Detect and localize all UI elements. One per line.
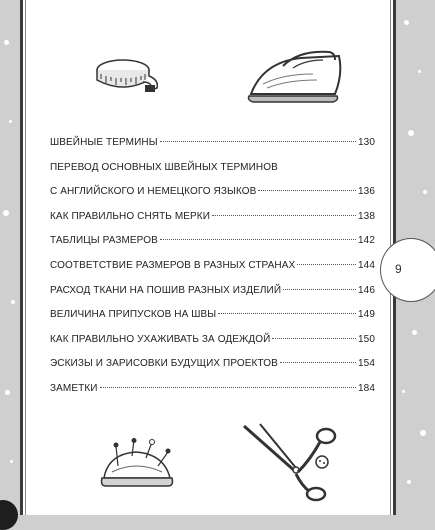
toc-leader-dots xyxy=(160,239,356,240)
toc-row[interactable] xyxy=(50,162,375,187)
toc-page-number: 142 xyxy=(358,235,375,247)
toc-title: ШВЕЙНЫЕ ТЕРМИНЫ xyxy=(50,137,158,148)
toc-page-number: 146 xyxy=(358,284,375,296)
toc-page-number: 154 xyxy=(358,358,375,370)
iron-icon xyxy=(243,44,353,106)
toc-title: ЭСКИЗЫ И ЗАРИСОВКИ БУДУЩИХ ПРОЕКТОВ xyxy=(50,358,278,370)
toc-title: ТАБЛИЦЫ РАЗМЕРОВ xyxy=(50,235,158,247)
toc-leader-dots xyxy=(100,387,356,388)
page-number-tab xyxy=(380,238,435,302)
pincushion-icon xyxy=(98,438,178,490)
toc-title: ЗАМЕТКИ xyxy=(50,382,98,394)
toc-row[interactable] xyxy=(50,358,375,383)
toc-row[interactable] xyxy=(50,186,375,211)
toc-page-number: 150 xyxy=(358,333,375,345)
toc-row[interactable] xyxy=(50,137,375,162)
toc-title: КАК ПРАВИЛЬНО СНЯТЬ МЕРКИ xyxy=(50,210,211,222)
toc-leader-dots xyxy=(218,313,356,314)
toc-leader-dots xyxy=(280,362,356,363)
toc-page-number: 138 xyxy=(358,210,375,222)
toc-title: КАК ПРАВИЛЬНО УХАЖИВАТЬ ЗА ОДЕЖДОЙ xyxy=(50,333,271,345)
book-page xyxy=(20,0,396,515)
toc-leader-dots xyxy=(297,264,356,265)
toc-row[interactable] xyxy=(50,309,375,334)
toc-leader-dots xyxy=(258,190,356,191)
toc-leader-dots xyxy=(160,141,356,142)
toc-leader-dots xyxy=(272,338,356,339)
scissors-icon xyxy=(238,420,348,502)
toc-page-number: 184 xyxy=(358,382,375,394)
toc-page-number: 144 xyxy=(358,259,375,271)
table-of-contents xyxy=(50,137,375,408)
toc-row[interactable] xyxy=(50,334,375,359)
toc-title: С АНГЛИЙСКОГО И НЕМЕЦКОГО ЯЗЫКОВ xyxy=(50,186,257,198)
toc-leader-dots xyxy=(283,289,356,290)
toc-row[interactable] xyxy=(50,211,375,236)
toc-title: СООТВЕТСТВИЕ РАЗМЕРОВ В РАЗНЫХ СТРАНАХ xyxy=(50,259,296,271)
page-number: 9 xyxy=(395,262,402,276)
toc-page-number: 130 xyxy=(358,137,375,148)
toc-page-number: 149 xyxy=(358,309,375,321)
toc-row[interactable] xyxy=(50,383,375,408)
toc-row[interactable] xyxy=(50,285,375,310)
corner-shape xyxy=(0,500,18,530)
toc-page-number: 136 xyxy=(358,186,375,198)
toc-title: ВЕЛИЧИНА ПРИПУСКОВ НА ШВЫ xyxy=(50,309,217,321)
toc-title: ПЕРЕВОД ОСНОВНЫХ ШВЕЙНЫХ ТЕРМИНОВ xyxy=(50,161,278,173)
toc-leader-dots xyxy=(212,215,356,216)
toc-row[interactable] xyxy=(50,235,375,260)
tape-measure-icon xyxy=(93,52,173,97)
toc-title: РАСХОД ТКАНИ НА ПОШИВ РАЗНЫХ ИЗДЕЛИЙ xyxy=(50,284,282,296)
toc-row[interactable] xyxy=(50,260,375,285)
